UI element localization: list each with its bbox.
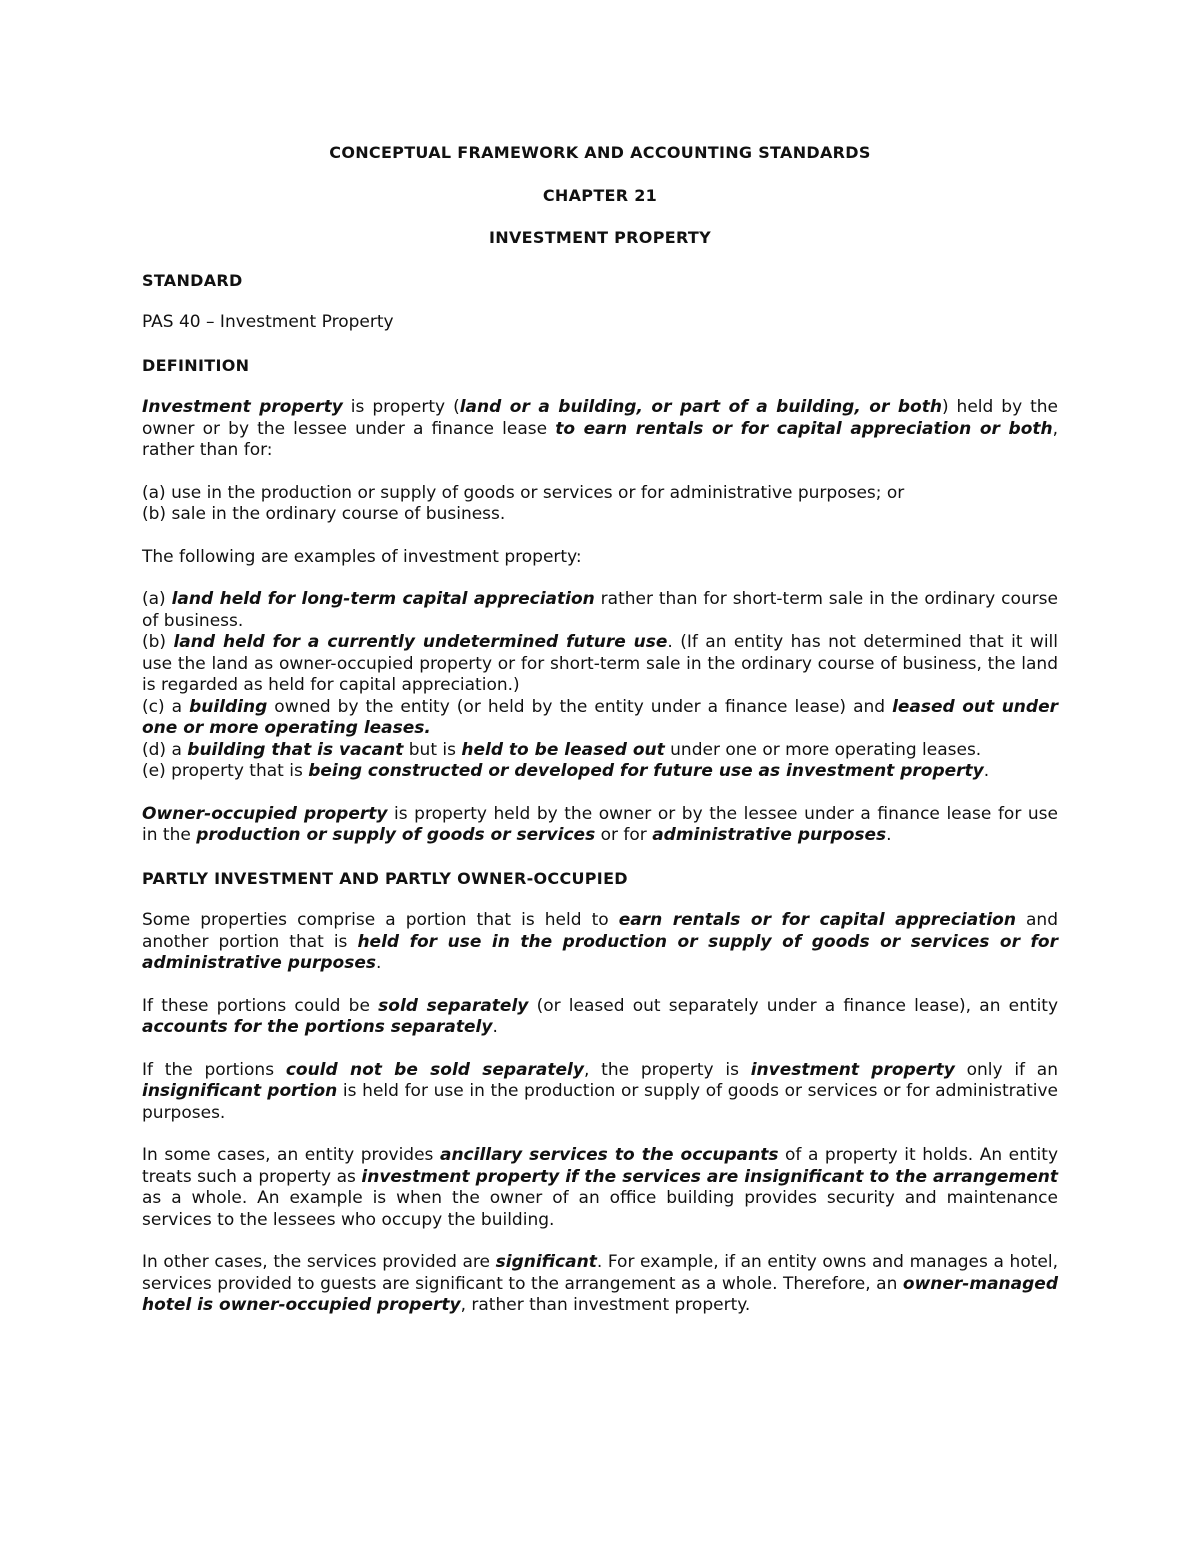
- paragraph: [142, 1252, 1058, 1317]
- chapter-subject: INVESTMENT PROPERTY: [489, 228, 711, 247]
- emphasized-text: administrative purposes: [652, 825, 887, 845]
- chapter-heading: CHAPTER 21: [542, 185, 658, 205]
- emphasized-text: land or a building, or part of a building, or both: [459, 397, 942, 417]
- standard-text: PAS 40 – Investment Property: [142, 312, 394, 332]
- body-text: under one or more operating leases.: [664, 739, 982, 760]
- body-text: of a property it holds. An entity treats such a property as: [142, 1145, 1058, 1187]
- rather-than-list: [142, 483, 1058, 526]
- standard-heading: STANDARD: [142, 270, 243, 290]
- body-text: and another portion that is: [142, 910, 1058, 952]
- emphasized-text: being constructed or developed for future use as investment property: [308, 761, 984, 781]
- owner-occupied-paragraph: [142, 804, 1058, 847]
- body-text: If the portions: [142, 1059, 286, 1080]
- body-text: (b): [142, 632, 174, 652]
- paragraph: [142, 910, 1058, 975]
- emphasized-text: building: [189, 696, 268, 717]
- emphasized-text: leased out under one or more operating leases.: [142, 696, 1058, 738]
- emphasized-text: ancillary services to the occupants: [439, 1145, 779, 1165]
- body-text: (or leased out separately under a finance lease), an entity: [528, 995, 1059, 1016]
- emphasized-text: held for use in the production or supply of goods or services or for administrative purposes: [142, 931, 1058, 973]
- body-text: is property held by the owner or by the lessee under a finance lease for use in the: [142, 803, 1058, 845]
- emphasized-text: production or supply of goods or services: [196, 825, 596, 845]
- emphasized-text: significant: [495, 1252, 597, 1272]
- body-text: . (If an entity has not determined that it will use the land as owner-occupied property or for short-term sale in the ordinary course of business, the land is regarded as held for capital appreciation.): [142, 632, 1058, 695]
- body-text: but is: [403, 739, 462, 760]
- body-text: .: [375, 953, 382, 973]
- list-item: [142, 697, 1058, 740]
- emphasized-text: Investment property: [142, 397, 343, 417]
- emphasized-text: could not be sold separately: [285, 1059, 584, 1080]
- body-text: , rather than for:: [142, 418, 1059, 460]
- emphasized-text: land held for a currently undetermined future use: [173, 632, 668, 652]
- document-page: [142, 142, 1058, 1338]
- list-item: [142, 761, 1058, 783]
- list-item: (a) use in the production or supply of goods or services or for administrative purposes; or: [142, 482, 905, 503]
- body-text: .: [983, 761, 990, 781]
- emphasized-text: building that is vacant: [187, 739, 404, 760]
- list-item: (b) sale in the ordinary course of business.: [142, 504, 506, 524]
- paragraph: [142, 1060, 1058, 1125]
- emphasized-text: earn rentals or for capital appreciation: [618, 910, 1016, 930]
- body-text: is property (: [342, 397, 460, 417]
- body-text: .: [492, 1017, 498, 1037]
- body-text: (a): [142, 589, 172, 609]
- examples-list: [142, 589, 1058, 783]
- paragraph: [142, 996, 1058, 1039]
- body-text: , the property is: [583, 1059, 751, 1080]
- body-text: .: [886, 825, 892, 845]
- emphasized-text: investment property: [750, 1059, 955, 1080]
- body-text: only if an: [954, 1059, 1058, 1080]
- body-text: In some cases, an entity provides: [142, 1145, 440, 1165]
- emphasized-text: land held for long-term capital appreciation: [171, 589, 595, 609]
- body-text: Some properties comprise a portion that is held to: [142, 910, 619, 930]
- body-text: or for: [595, 825, 653, 845]
- emphasized-text: sold separately: [378, 995, 529, 1016]
- body-text: ) held by the owner or by the lessee under a finance lease: [142, 397, 1059, 439]
- list-item: [142, 589, 1058, 632]
- emphasized-text: insignificant portion: [142, 1081, 338, 1101]
- body-text: (c) a: [142, 696, 190, 717]
- body-text: , rather than investment property.: [460, 1295, 751, 1315]
- body-text: (e) property that is: [142, 761, 309, 781]
- paragraph: [142, 1145, 1058, 1231]
- emphasized-text: accounts for the portions separately: [142, 1017, 493, 1037]
- body-text: is held for use in the production or supply of goods or services or for administrative purposes.: [142, 1081, 1058, 1123]
- definition-paragraph: [142, 397, 1058, 462]
- document-title: CONCEPTUAL FRAMEWORK AND ACCOUNTING STANDARDS: [329, 143, 871, 162]
- emphasized-text: Owner-occupied property: [142, 803, 388, 824]
- body-text: If these portions could be: [142, 995, 379, 1016]
- list-item: [142, 740, 1058, 762]
- examples-intro: The following are examples of investment property:: [142, 546, 582, 567]
- partly-heading: PARTLY INVESTMENT AND PARTLY OWNER-OCCUPIED: [142, 868, 628, 888]
- emphasized-text: owner-managed hotel is owner-occupied property: [142, 1273, 1058, 1315]
- body-text: . For example, if an entity owns and manages a hotel, services provided to guests are significant to the arrangement as a whole. Therefore, an: [142, 1252, 1058, 1294]
- body-text: (d) a: [142, 739, 188, 760]
- body-text: In other cases, the services provided are: [142, 1252, 496, 1272]
- emphasized-text: held to be leased out: [461, 739, 665, 760]
- body-text: as a whole. An example is when the owner of an office building provides security and maintenance services to the lessees who occupy the building.: [142, 1188, 1058, 1230]
- body-text: owned by the entity (or held by the entity under a finance lease) and: [267, 696, 893, 717]
- body-text: rather than for short-term sale in the ordinary course of business.: [142, 589, 1058, 631]
- list-item: [142, 632, 1058, 697]
- emphasized-text: investment property if the services are insignificant to the arrangement: [361, 1166, 1058, 1187]
- definition-heading: DEFINITION: [142, 355, 250, 375]
- emphasized-text: to earn rentals or for capital appreciation or both: [555, 418, 1053, 439]
